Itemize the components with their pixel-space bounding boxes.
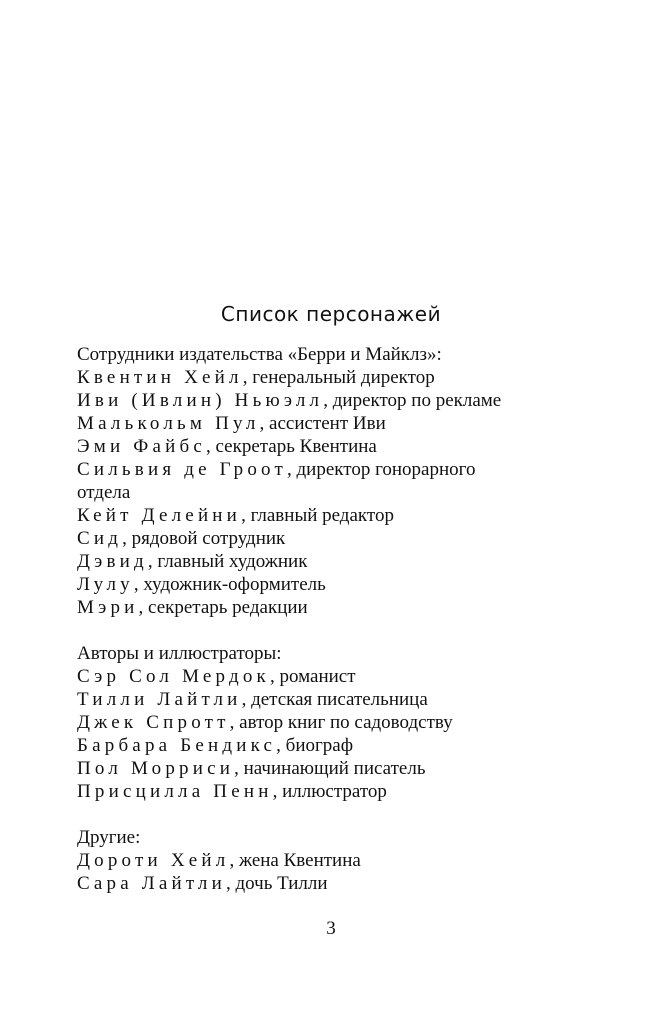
page-title: Список персонажей (220, 302, 442, 326)
character-name: Барбара Бендикс (77, 735, 277, 756)
section-heading-authors: Авторы и иллюстраторы: (77, 643, 282, 664)
list-item (77, 688, 637, 711)
character-desc: , дочь Тилли (225, 873, 328, 894)
character-desc: , ассистент Иви (259, 413, 386, 434)
character-desc: , романист (270, 666, 356, 687)
character-desc: , биограф (276, 735, 354, 756)
character-name: Сильвия де Гроот (77, 459, 288, 480)
character-name: Джек Спротт (77, 712, 230, 733)
character-desc: , иллюстратор (272, 781, 387, 802)
character-desc: , автор книг по садоводству (229, 712, 453, 733)
character-desc: , главный художник (147, 551, 308, 572)
list-item (77, 412, 637, 435)
list-item (77, 458, 637, 481)
character-desc: , жена Квентина (229, 850, 361, 871)
character-desc: , художник-оформитель (133, 574, 326, 595)
character-name: Дэвид (77, 551, 148, 572)
list-item (77, 711, 637, 734)
list-item (77, 527, 637, 550)
character-name: Эми Файбс (77, 436, 206, 457)
list-item (77, 435, 637, 458)
character-desc: , секретарь Квентина (206, 436, 377, 457)
page-number: 3 (326, 918, 336, 939)
list-item (77, 366, 637, 389)
character-desc: , детская писательница (241, 689, 428, 710)
character-name: Тилли Лайтли (77, 689, 242, 710)
character-desc: , начинающий писатель (234, 758, 426, 779)
character-desc: , генеральный директор (242, 367, 435, 388)
list-item (77, 550, 637, 573)
list-item (77, 872, 637, 895)
list-item (77, 504, 637, 527)
list-item-continuation (77, 481, 637, 504)
list-item (77, 665, 637, 688)
character-desc: , директор гонорарного (287, 459, 476, 480)
character-desc: , секретарь редакции (138, 597, 308, 618)
character-name: Малькольм Пул (77, 413, 260, 434)
character-name: Присцилла Пенн (77, 781, 273, 802)
character-desc: , директор по рекламе (323, 390, 502, 411)
section-heading-staff: Сотрудники издательства «Берри и Майклз»: (77, 344, 442, 365)
character-name: Сэр Сол Мердок (77, 666, 270, 687)
character-list (77, 343, 637, 895)
section-heading-others: Другие: (77, 827, 141, 848)
character-desc: , главный редактор (241, 505, 394, 526)
character-name: Сид (77, 528, 123, 549)
character-name: Пол Морриси (77, 758, 235, 779)
section-gap (77, 803, 637, 826)
list-item (77, 757, 637, 780)
character-name: Иви (Ивлин) Ньюэлл (77, 390, 324, 411)
section-gap (77, 619, 637, 642)
list-item (77, 734, 637, 757)
character-desc: , рядовой сотрудник (122, 528, 286, 549)
character-desc: отдела (77, 482, 131, 503)
list-item (77, 389, 637, 412)
list-item (77, 849, 637, 872)
character-name: Лулу (77, 574, 134, 595)
character-name: Мэри (77, 597, 139, 618)
character-name: Сара Лайтли (77, 873, 226, 894)
list-item (77, 573, 637, 596)
character-name: Дороти Хейл (77, 850, 230, 871)
character-name: Квентин Хейл (77, 367, 243, 388)
character-name: Кейт Делейни (77, 505, 242, 526)
list-item (77, 596, 637, 619)
list-item (77, 780, 637, 803)
